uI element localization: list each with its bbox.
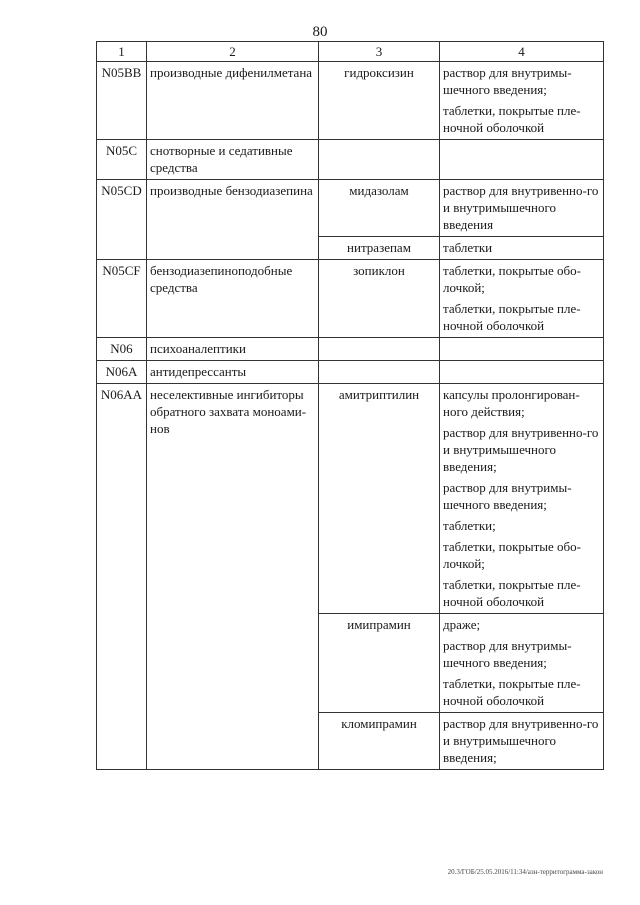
- dosage-form: раствор для внутривенно-го и внутримышечного введения;: [443, 716, 599, 765]
- page-number: 80: [312, 24, 328, 40]
- group-name: снотворные и седативные средства: [147, 140, 319, 180]
- group-name: психоаналептики: [147, 338, 319, 361]
- header-col-3: 3: [319, 42, 440, 62]
- table-row: [97, 361, 604, 384]
- dosage-forms: [440, 614, 604, 713]
- dosage-form: раствор для внутримы-шечного введения;: [443, 638, 572, 670]
- atc-code: N06: [97, 338, 147, 361]
- dosage-forms: [440, 338, 604, 361]
- dosage-forms: [440, 140, 604, 180]
- inn-name: мидазолам: [319, 180, 440, 237]
- atc-code: N06AA: [97, 384, 147, 770]
- dosage-form: раствор для внутривенно-го и внутримышечного введения;: [443, 425, 599, 474]
- dosage-forms: [440, 384, 604, 614]
- dosage-form: таблетки, покрытые обо-лочкой;: [443, 263, 581, 295]
- inn-name: гидроксизин: [319, 62, 440, 140]
- header-col-2: 2: [147, 42, 319, 62]
- atc-code: N05BB: [97, 62, 147, 140]
- table-row: [97, 62, 604, 140]
- dosage-form: раствор для внутримы-шечного введения;: [443, 65, 572, 97]
- inn-name: амитриптилин: [319, 384, 440, 614]
- group-name: производные бензодиазепина: [147, 180, 319, 260]
- inn-name: [319, 140, 440, 180]
- inn-name: [319, 338, 440, 361]
- dosage-form: таблетки: [443, 240, 493, 255]
- dosage-form: таблетки;: [443, 518, 496, 533]
- header-col-4: 4: [440, 42, 604, 62]
- group-name: производные дифенилметана: [147, 62, 319, 140]
- dosage-form: таблетки, покрытые пле-ночной оболочкой: [443, 577, 581, 609]
- dosage-forms: [440, 180, 604, 237]
- dosage-forms: [440, 260, 604, 338]
- table-row: [97, 180, 604, 237]
- dosage-forms: [440, 237, 604, 260]
- atc-code: N05CD: [97, 180, 147, 260]
- table-row: [97, 260, 604, 338]
- dosage-form: таблетки, покрытые пле-ночной оболочкой: [443, 676, 581, 708]
- dosage-form: таблетки, покрытые пле-ночной оболочкой: [443, 301, 581, 333]
- inn-name: [319, 361, 440, 384]
- dosage-form: раствор для внутривенно-го и внутримышечного введения: [443, 183, 599, 232]
- inn-name: нитразепам: [319, 237, 440, 260]
- dosage-form: драже;: [443, 617, 481, 632]
- dosage-form: капсулы пролонгирован-ного действия;: [443, 387, 580, 419]
- dosage-forms: [440, 713, 604, 770]
- table-row: [97, 338, 604, 361]
- dosage-form: таблетки, покрытые пле-ночной оболочкой: [443, 103, 581, 135]
- atc-code: N06A: [97, 361, 147, 384]
- group-name: бензодиазепиноподобные средства: [147, 260, 319, 338]
- inn-name: зопиклон: [319, 260, 440, 338]
- inn-name: кломипрамин: [319, 713, 440, 770]
- inn-name: имипрамин: [319, 614, 440, 713]
- page-footer: 20.3/ГОБ/25.05.2016/11:34/азн-территограмма-закон: [447, 868, 603, 876]
- drug-table: [96, 41, 604, 770]
- dosage-form: раствор для внутримы-шечного введения;: [443, 480, 572, 512]
- table-row: [97, 140, 604, 180]
- header-col-1: 1: [97, 42, 147, 62]
- table-row: [97, 384, 604, 614]
- dosage-form: таблетки, покрытые обо-лочкой;: [443, 539, 581, 571]
- group-name: неселективные ингибиторы обратного захвата моноами-нов: [147, 384, 319, 770]
- dosage-forms: [440, 361, 604, 384]
- dosage-forms: [440, 62, 604, 140]
- atc-code: N05CF: [97, 260, 147, 338]
- group-name: антидепрессанты: [147, 361, 319, 384]
- header-row: [97, 42, 604, 62]
- atc-code: N05C: [97, 140, 147, 180]
